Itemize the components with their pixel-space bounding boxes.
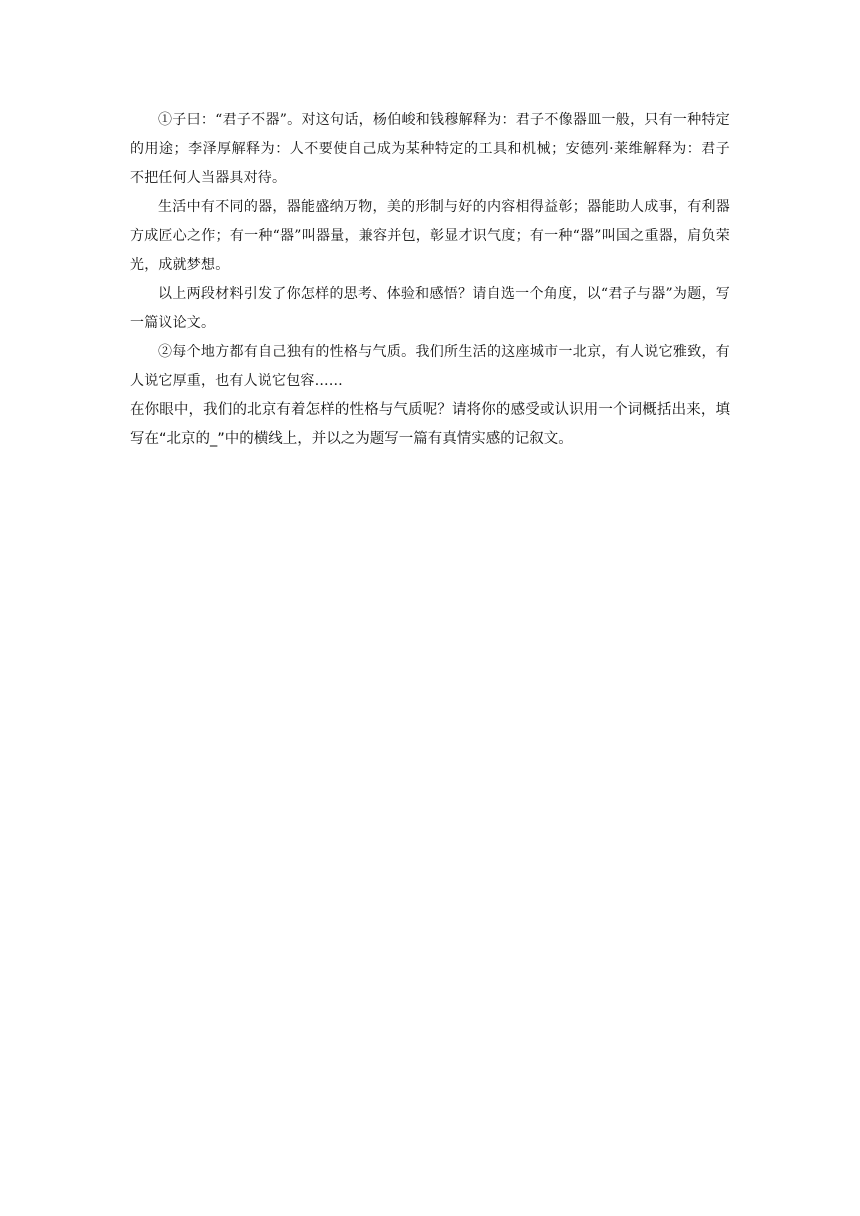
prompt-2-instruction-paragraph: 在你眼中，我们的北京有着怎样的性格与气质呢？请将你的感受或认识用一个词概括出来，填写在“北京的_”中的横线上，并以之为题写一篇有真情实感的记叙文。	[130, 402, 730, 447]
prompt-1-quote-paragraph: ①子曰：“君子不器”。对这句话，杨伯峻和钱穆解释为：君子不像器皿一般，只有一种特定的用途；李泽厚解释为：人不要使自己成为某种特定的工具和机械；安德列·莱维解释为：君子不把任何人当器具对待。	[130, 112, 730, 186]
essay-prompts	[130, 106, 730, 454]
prompt-1-instruction-paragraph: 以上两段材料引发了你怎样的思考、体验和感悟？请自选一个角度，以“君子与器”为题，写一篇议论文。	[130, 286, 730, 331]
prompt-1-vessels-paragraph: 生活中有不同的器，器能盛纳万物，美的形制与好的内容相得益彰；器能助人成事，有利器方成匠心之作；有一种“器”叫器量，兼容并包，彰显才识气度；有一种“器”叫国之重器，肩负荣光，成就梦想。	[130, 199, 730, 273]
prompt-2-beijing-paragraph: ②每个地方都有自己独有的性格与气质。我们所生活的这座城市一北京，有人说它雅致，有人说它厚重，也有人说它包容……	[130, 344, 730, 389]
